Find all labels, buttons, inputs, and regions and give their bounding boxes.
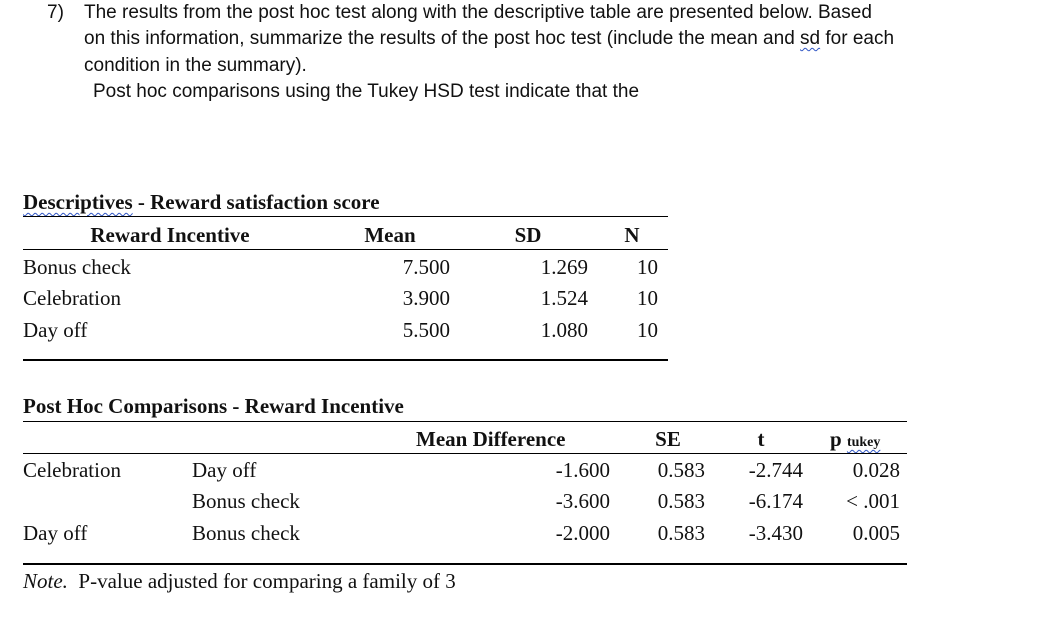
descriptives-top-rule	[23, 216, 668, 217]
n-cell: 10	[637, 255, 658, 279]
descriptives-title-word: Descriptives	[23, 190, 133, 214]
descriptives-header-group: Reward Incentive	[90, 223, 250, 247]
note-label: Note.	[23, 569, 68, 593]
posthoc-header-t: t	[757, 427, 765, 451]
question-line-2-prefix: on this information, summarize the results of the post hoc test (include the mean and	[84, 28, 801, 49]
mean-diff-cell: -1.600	[555, 458, 610, 482]
group2-cell: Day off	[192, 458, 257, 482]
sd-cell: 1.269	[540, 255, 588, 279]
mean-cell: 7.500	[402, 255, 450, 279]
posthoc-title: Post Hoc Comparisons - Reward Incentive	[23, 394, 404, 418]
posthoc-header-p	[830, 427, 880, 455]
group1-cell: Day off	[23, 521, 88, 545]
posthoc-header-rule	[23, 453, 907, 454]
question-number: 7)	[47, 2, 64, 23]
group2-cell: Bonus check	[192, 521, 300, 545]
se-cell: 0.583	[657, 521, 705, 545]
t-cell: -2.744	[748, 458, 803, 482]
answer-prompt: Post hoc comparisons using the Tukey HSD test indicate that the	[93, 81, 640, 102]
descriptives-title-rest: - Reward satisfaction score	[132, 190, 380, 214]
p-cell: 0.005	[852, 521, 900, 545]
descriptives-header-mean: Mean	[364, 223, 416, 247]
sd-abbrev: sd	[800, 28, 821, 49]
descriptives-header-rule	[23, 249, 668, 250]
posthoc-header-se: SE	[655, 427, 681, 451]
mean-cell: 5.500	[402, 318, 450, 342]
mean-diff-cell: -2.000	[555, 521, 610, 545]
question-line-1: The results from the post hoc test along with the descriptive table are presented below. Based	[84, 2, 872, 23]
descriptives-title	[23, 190, 380, 215]
question-line-2-suffix: for each	[820, 28, 895, 49]
posthoc-note	[23, 569, 456, 594]
descriptives-header-sd: SD	[514, 223, 542, 247]
n-cell: 10	[637, 318, 658, 342]
posthoc-header-mean-diff: Mean Difference	[416, 427, 566, 451]
descriptives-bottom-rule	[23, 359, 668, 361]
t-cell: -6.174	[748, 489, 803, 513]
group2-cell: Bonus check	[192, 489, 300, 513]
question-line-3: condition in the summary).	[84, 55, 307, 76]
p-cell: < .001	[846, 489, 900, 513]
t-cell: -3.430	[748, 521, 803, 545]
se-cell: 0.583	[657, 458, 705, 482]
question-line-2	[84, 28, 894, 50]
posthoc-bottom-rule	[23, 563, 907, 565]
sd-cell: 1.524	[540, 286, 588, 310]
group1-cell: Celebration	[23, 458, 121, 482]
mean-diff-cell: -3.600	[555, 489, 610, 513]
posthoc-top-rule	[23, 421, 907, 422]
group-cell: Day off	[23, 318, 88, 342]
se-cell: 0.583	[657, 489, 705, 513]
sd-cell: 1.080	[540, 318, 588, 342]
n-cell: 10	[637, 286, 658, 310]
group-cell: Bonus check	[23, 255, 131, 279]
group-cell: Celebration	[23, 286, 121, 310]
mean-cell: 3.900	[402, 286, 450, 310]
descriptives-header-n: N	[624, 223, 640, 247]
tukey-subscript: tukey	[846, 435, 881, 450]
p-cell: 0.028	[852, 458, 900, 482]
note-text: P-value adjusted for comparing a family of 3	[67, 569, 456, 593]
p-label: p	[830, 427, 842, 451]
